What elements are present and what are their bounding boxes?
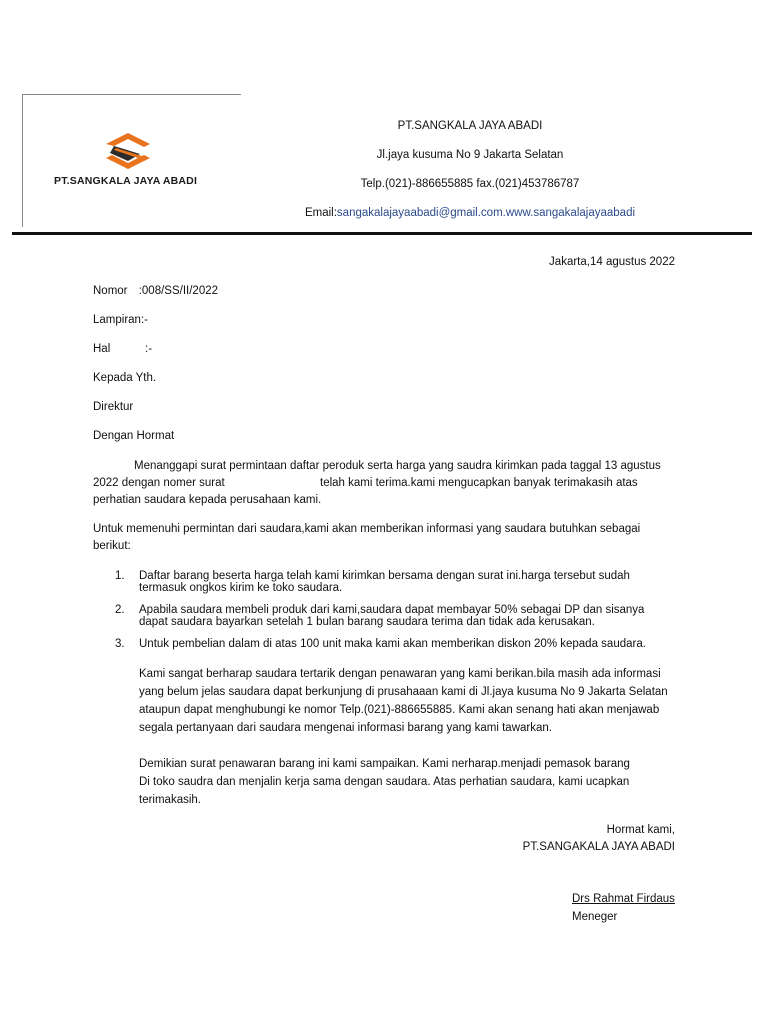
list-item-line: Apabila saudara membeli produk dari kami,saudara dapat membayar 50% sebagai DP dan sisanya bbox=[139, 604, 645, 616]
contact-line bbox=[240, 207, 700, 219]
para4-line: terimakasih. bbox=[139, 794, 201, 806]
signer-name: Drs Rahmat Firdaus bbox=[572, 893, 675, 905]
para3-line: yang belum jelas saudara dapat berkunjung di prusahaaan kami di Jl.jaya kusuma No 9 Jakarta Selatan bbox=[139, 686, 668, 698]
closing-company: PT.SANGAKALA JAYA ABADI bbox=[522, 841, 675, 853]
company-address: Jl.jaya kusuma No 9 Jakarta Selatan bbox=[376, 149, 564, 161]
list-item-line: Untuk pembelian dalam di atas 100 unit maka kami akan memberikan diskon 20% kepada saudara. bbox=[139, 638, 646, 650]
para2-line: berikut: bbox=[93, 540, 131, 552]
para1-line: 2022 dengan nomer surat bbox=[93, 477, 225, 489]
para1-line: perhatian saudara kepada perusahaan kami. bbox=[93, 494, 322, 506]
recipient-title: Direktur bbox=[93, 401, 134, 413]
kepada: Kepada Yth. bbox=[93, 372, 157, 384]
list-item bbox=[115, 638, 646, 655]
list-number: 1. bbox=[115, 570, 125, 582]
list-number: 3. bbox=[115, 638, 125, 650]
email-label: Email: bbox=[304, 207, 337, 219]
para3-line: segala pertanyaan dari saudara mengenai informasi barang yang kami tawarkan. bbox=[139, 722, 552, 734]
letter-date: Jakarta,14 agustus 2022 bbox=[549, 256, 675, 268]
terms-list bbox=[115, 570, 646, 655]
company-phone: Telp.(021)-886655885 fax.(021)453786787 bbox=[360, 178, 580, 190]
nomor-label: Nomor bbox=[93, 285, 128, 297]
para4 bbox=[139, 755, 630, 809]
hal-row bbox=[93, 343, 153, 355]
email-link[interactable]: sangakalajayaabadi@gmail.com bbox=[336, 207, 503, 219]
list-item-line: termasuk ongkos kirim ke toko saudara. bbox=[139, 582, 343, 594]
nomor-value: :008/SS/II/2022 bbox=[138, 285, 219, 297]
para1-line: Menanggapi surat permintaan daftar peroduk serta harga yang saudra kirimkan pada taggal 13 agustus bbox=[134, 460, 661, 472]
logo-text: PT.SANGKALA JAYA ABADI bbox=[54, 175, 198, 187]
website-link[interactable]: www.sangakalajayaabadi bbox=[505, 207, 636, 219]
list-item-line: dapat saudara bayarkan setelah 1 bulan barang saudara terima dan tidak ada kerusakan. bbox=[139, 616, 595, 628]
closing: Hormat kami, bbox=[606, 824, 675, 836]
lampiran: Lampiran:- bbox=[93, 314, 148, 326]
list-item bbox=[115, 570, 646, 604]
signer-title: Meneger bbox=[572, 911, 618, 923]
hal-label: Hal bbox=[93, 343, 111, 355]
salutation: Dengan Hormat bbox=[93, 430, 175, 442]
company-name: PT.SANGKALA JAYA ABADI bbox=[397, 120, 543, 132]
header-divider bbox=[12, 232, 752, 235]
separator: . bbox=[502, 207, 506, 219]
para3-line: Kami sangat berharap saudara tertarik dengan penawaran yang kami berikan.bila masih ada informasi bbox=[139, 668, 661, 680]
para1-line: telah kami terima.kami mengucapkan banyak terimakasih atas bbox=[320, 477, 638, 489]
nomor-row bbox=[93, 285, 218, 297]
list-item-line: Daftar barang beserta harga telah kami kirimkan bersama dengan surat ini.harga tersebut sudah bbox=[139, 570, 630, 582]
para3 bbox=[139, 665, 668, 737]
list-number: 2. bbox=[115, 604, 125, 616]
hal-value: :- bbox=[145, 343, 153, 355]
para2-line: Untuk memenuhi permintan dari saudara,kami akan memberikan informasi yang saudara butuhkan sebagai bbox=[93, 523, 641, 535]
company-logo-icon bbox=[100, 130, 156, 172]
para4-line: Demikian surat penawaran barang ini kami sampaikan. Kami nerharap.menjadi pemasok barang bbox=[139, 758, 630, 770]
list-item bbox=[115, 604, 646, 638]
para3-line: ataupun dapat menghubungi ke nomor Telp.(021)-886655885. Kami akan senang hati akan menjawab bbox=[139, 704, 660, 716]
para4-line: Di toko saudra dan menjalin kerja sama dengan saudara. Atas perhatian saudara, kami ucapkan bbox=[139, 776, 630, 788]
